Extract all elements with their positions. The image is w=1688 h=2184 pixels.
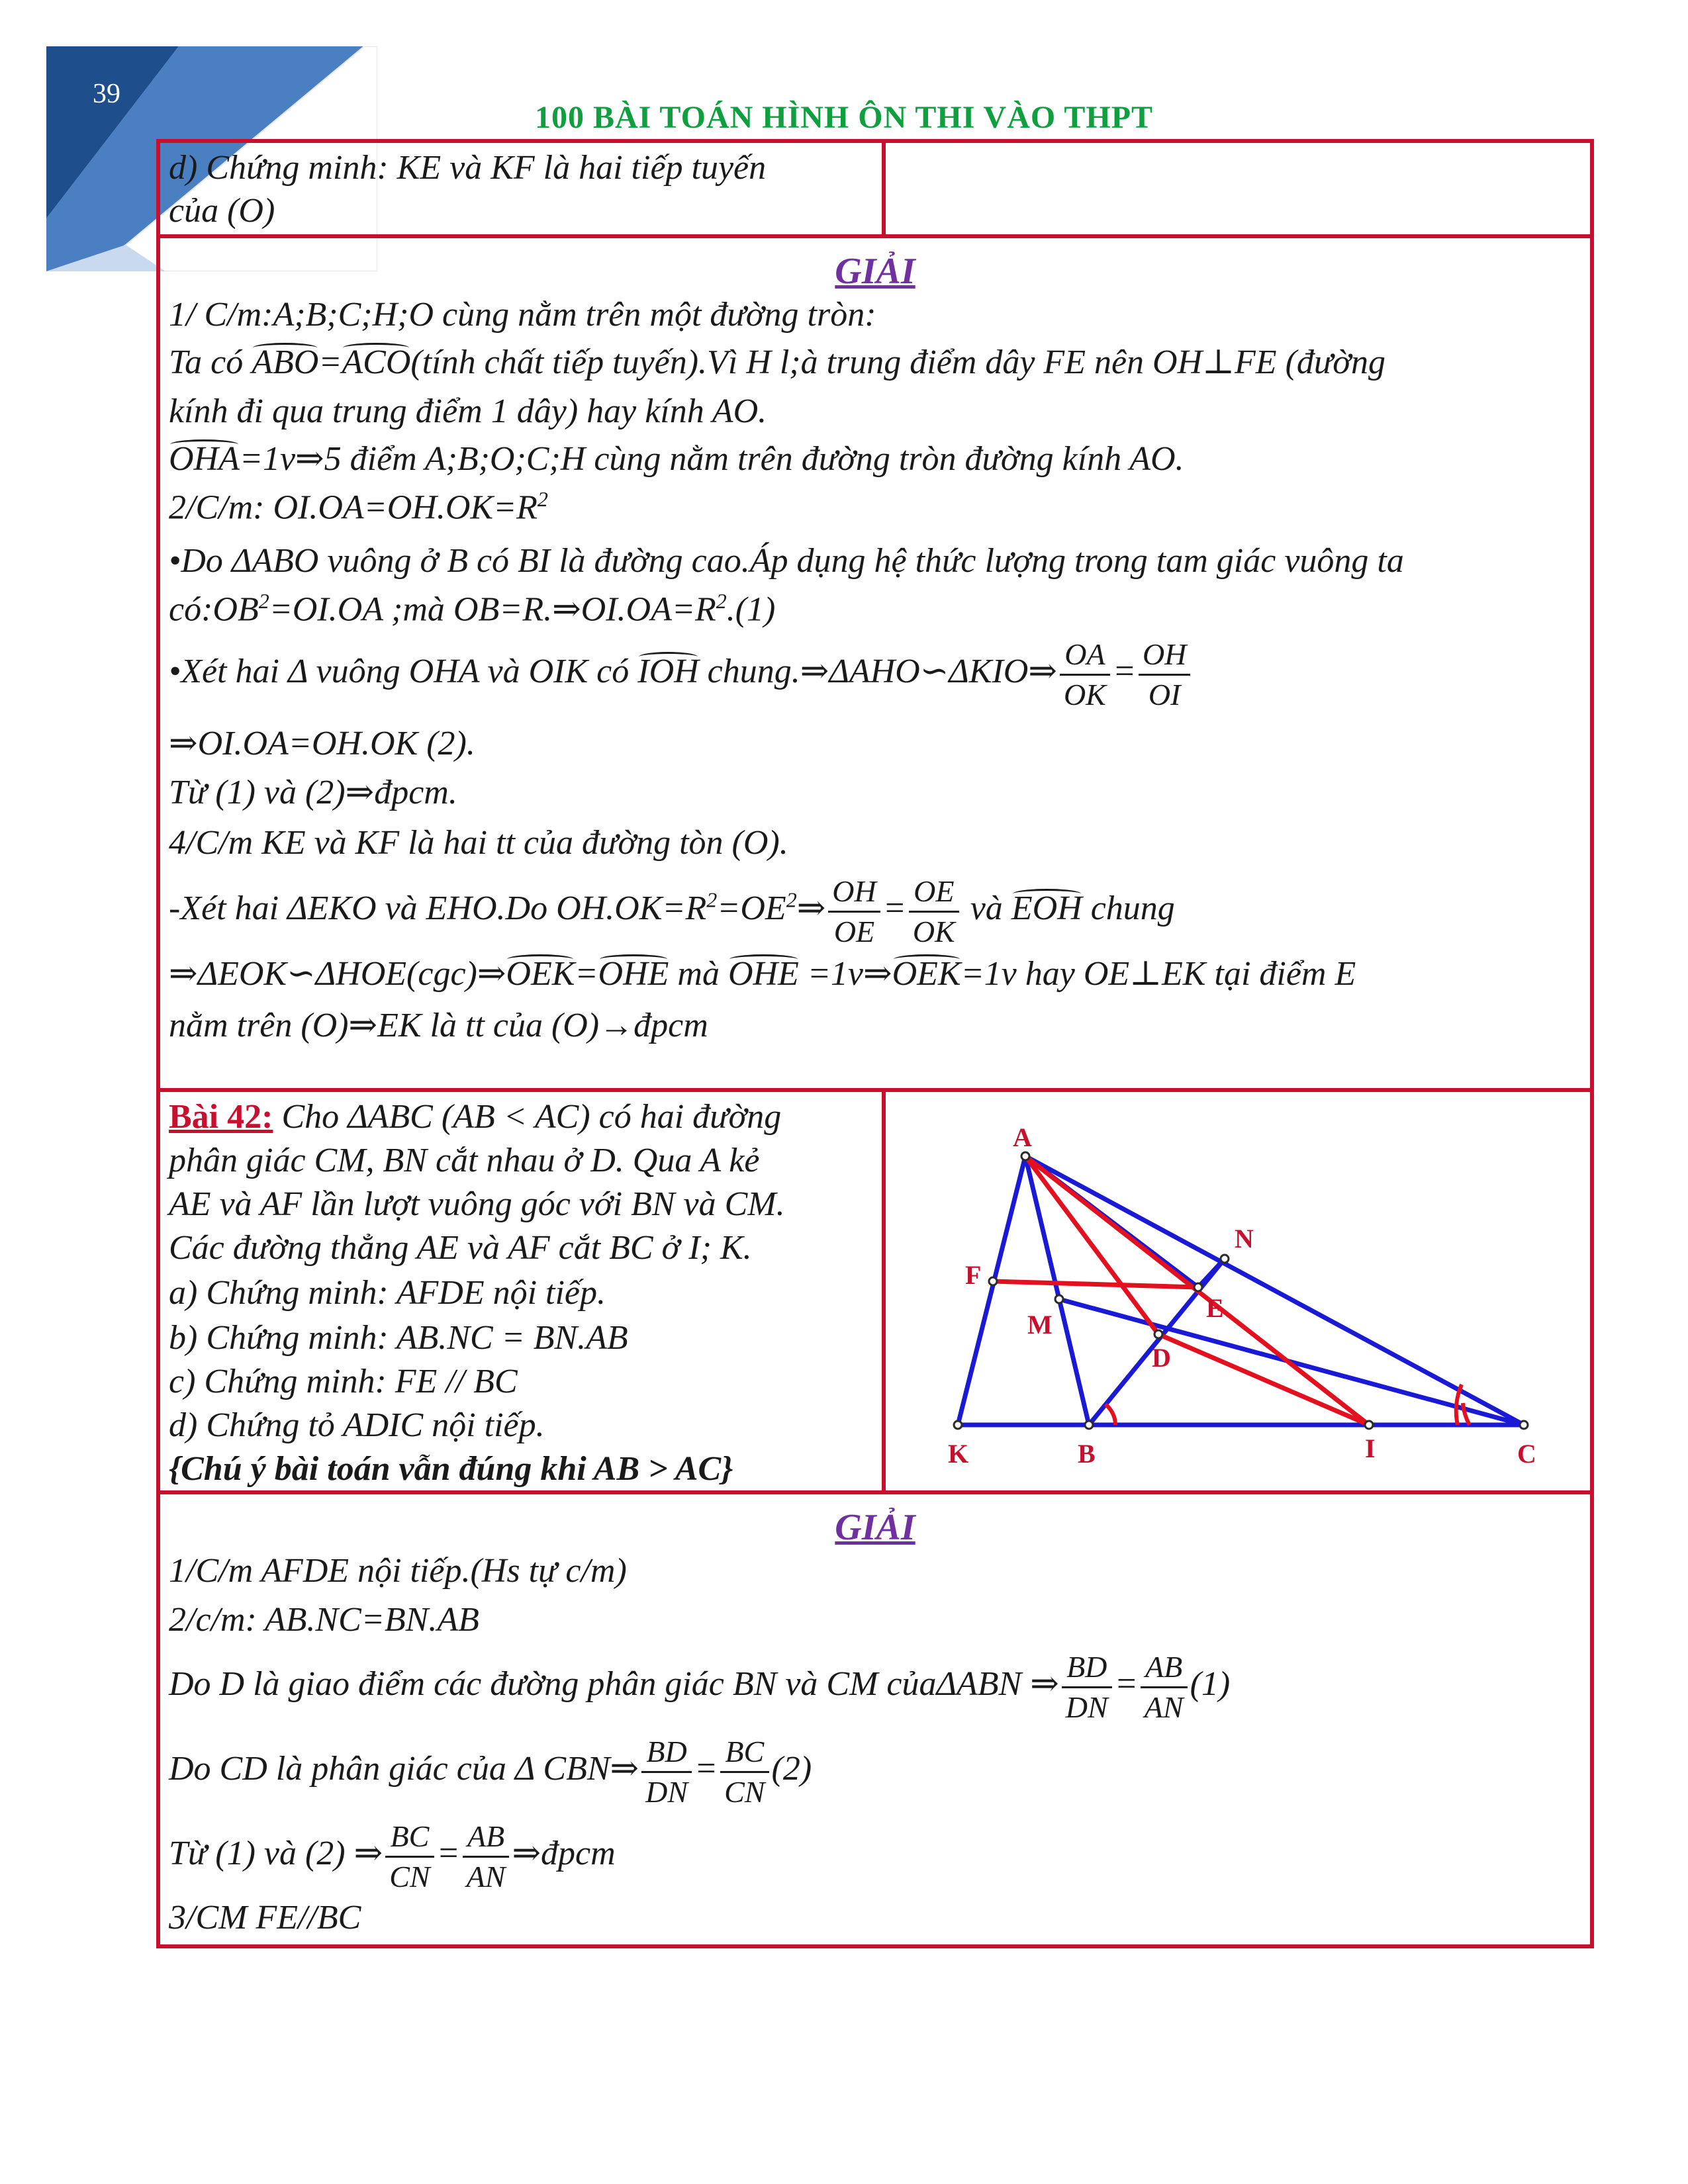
angle-oek: OEK — [506, 955, 575, 993]
solution-heading-2: GIẢI — [835, 1507, 915, 1548]
solution1-line-9: ⇒OI.OA=OH.OK (2). — [169, 725, 475, 762]
angle-ohe-2: OHE — [727, 955, 799, 993]
solution2-line-3: Do D là giao điểm các đường phân giác BN và CM củaΔABN ⇒ $\frac{BD}{DN}$ = $\frac{AB}{AN}$ (1) — [169, 1648, 1230, 1726]
solution2-line-5: Từ (1) và (2) ⇒ $\frac{BC}{CN}$ = $\frac{AB}{AN}$ ⇒đpcm — [169, 1817, 616, 1895]
top-row-text-2: của (O) — [169, 192, 275, 230]
fraction-bc-cn-2: $\frac{BC}{CN}$ — [385, 1817, 434, 1895]
fraction-ab-an: $\frac{AB}{AN}$ — [1141, 1648, 1188, 1726]
solution1-line-3: kính đi qua trung điểm 1 dây) hay kính AO. — [169, 392, 767, 430]
solution2-line-2: 2/c/m: AB.NC=BN.AB — [169, 1601, 479, 1639]
fraction-oh-oi: $\frac{OH}{OI}$ — [1139, 635, 1190, 713]
page-header: 100 BÀI TOÁN HÌNH ÔN THI VÀO THPT — [534, 100, 1154, 135]
problem42-line-3: AE và AF lần lượt vuông góc với BN và CM. — [169, 1185, 785, 1223]
solution2-line-6: 3/CM FE//BC — [169, 1899, 361, 1936]
page-number: 39 — [93, 79, 120, 109]
angle-eoh: EOH — [1011, 889, 1082, 927]
segment-fe — [993, 1281, 1198, 1287]
angle-ohe: OHE — [598, 955, 669, 993]
angle-ioh: IOH — [637, 652, 699, 690]
label-n: N — [1235, 1224, 1254, 1253]
label-f: F — [965, 1260, 982, 1290]
solution1-line-11: 4/C/m KE và KF là hai tt của đường tòn (O). — [169, 824, 788, 862]
fraction-oa-ok: $\frac{OA}{OK}$ — [1060, 635, 1110, 713]
label-e: E — [1206, 1293, 1224, 1323]
solution1-line-7: $có:OB^2=OI.OA$ ;mà $OB=R.\Rightarrow OI.OA=R^2.(1)$ — [169, 589, 776, 629]
angle-arc-c1 — [1463, 1403, 1470, 1425]
problem42-line-9: {Chú ý bài toán vẫn đúng khi AB > AC} — [169, 1450, 733, 1488]
problem42-line-4: Các đường thẳng AE và AF cắt BC ở I; K. — [169, 1229, 752, 1267]
geometry-diagram — [887, 1112, 1575, 1482]
angle-arc-b — [1105, 1404, 1115, 1425]
top-row-text-1: d) Chứng minh: KE và KF là hai tiếp tuyến — [169, 149, 767, 187]
fraction-bc-cn: $\frac{BC}{CN}$ — [720, 1733, 769, 1811]
label-m: M — [1027, 1310, 1053, 1340]
angle-abo: ABO — [252, 343, 319, 381]
fraction-oh-oe: $\frac{OH}{OE}$ — [828, 872, 880, 950]
solution2-line-4: Do CD là phân giác của Δ CBN⇒ $\frac{BD}{DN}$ = $\frac{BC}{CN}$ (2) — [169, 1733, 812, 1811]
fraction-bd-dn: $\frac{BD}{DN}$ — [1062, 1648, 1112, 1726]
segment-ne — [1198, 1259, 1225, 1287]
solution1-line-5: 2/C/m: $OI.OA=OH.OK=R^2$ — [169, 487, 548, 527]
solution1-line-10: Từ (1) và (2)⇒đpcm. — [169, 774, 457, 811]
solution-heading: GIẢI — [835, 251, 915, 292]
label-d: D — [1152, 1343, 1171, 1373]
fraction-bd-dn-2: $\frac{BD}{DN}$ — [641, 1733, 692, 1811]
problem42-line-5: a) Chứng minh: AFDE nội tiếp. — [169, 1274, 606, 1312]
solution1-line-2: Ta có ABO=ACO(tính chất tiếp tuyến).Vì H l;à trung điểm dây FE nên OH⊥FE (đường — [169, 343, 1386, 381]
problem42-line-8: d) Chứng tỏ ADIC nội tiếp. — [169, 1406, 545, 1444]
angle-oek-2: OEK — [892, 955, 961, 993]
solution1-line-1: 1/ C/m:A;B;C;H;O cùng nằm trên một đường tròn: — [169, 296, 876, 334]
fraction-oe-ok: $\frac{OE}{OK}$ — [909, 872, 959, 950]
label-b: B — [1078, 1439, 1096, 1469]
angle-aco: ACO — [342, 343, 411, 381]
label-k: K — [948, 1439, 969, 1469]
problem42-line-2: phân giác CM, BN cắt nhau ở D. Qua A kẻ — [169, 1142, 760, 1179]
problem-42-title: Bài 42: — [169, 1098, 273, 1136]
label-c: C — [1517, 1439, 1536, 1469]
segment-ka — [958, 1156, 1025, 1425]
solution1-line-8: •Xét hai Δ vuông OHA và OIK có IOH chung.⇒ΔAHO∽ΔKIO⇒ $\frac{OA}{OK}$ = $\frac{OH}{OI}$ — [169, 635, 1193, 713]
segment-di — [1158, 1334, 1369, 1425]
solution1-line-4: OHA=1v⇒5 điểm A;B;O;C;H cùng nằm trên đường tròn đường kính AO. — [169, 440, 1184, 478]
fraction-ab-an-2: $\frac{AB}{AN}$ — [463, 1817, 510, 1895]
problem42-line-7: c) Chứng minh: FE // BC — [169, 1363, 518, 1400]
solution1-line-13: ⇒ΔEOK∽ΔHOE(cgc)⇒OEK=OHE mà OHE =1v⇒OEK=1v hay OE⊥EK tại điểm E — [169, 955, 1356, 993]
label-i: I — [1365, 1433, 1376, 1463]
solution1-line-6: •Do ΔABO vuông ở B có BI là đường cao.Áp dụng hệ thức lượng trong tam giác vuông ta — [169, 542, 1404, 580]
angle-oha: OHA — [169, 440, 240, 478]
problem42-line-1: Bài 42: Cho ΔABC (AB < AC) có hai đường — [169, 1098, 782, 1136]
solution1-line-14: nằm trên (O)⇒EK là tt của (O)→đpcm — [169, 1007, 708, 1044]
solution2-line-1: 1/C/m AFDE nội tiếp.(Hs tự c/m) — [169, 1552, 627, 1590]
label-a: A — [1013, 1122, 1032, 1152]
solution1-line-12: -Xét hai ΔEKO và EHO.Do $OH.OK=R^2=OE^2\Rightarrow$ $\frac{OH}{OE}$ = $\frac{OE}{OK}$ và EOH chung — [169, 872, 1175, 950]
problem42-line-6: b) Chứng minh: AB.NC = BN.AB — [169, 1319, 628, 1357]
